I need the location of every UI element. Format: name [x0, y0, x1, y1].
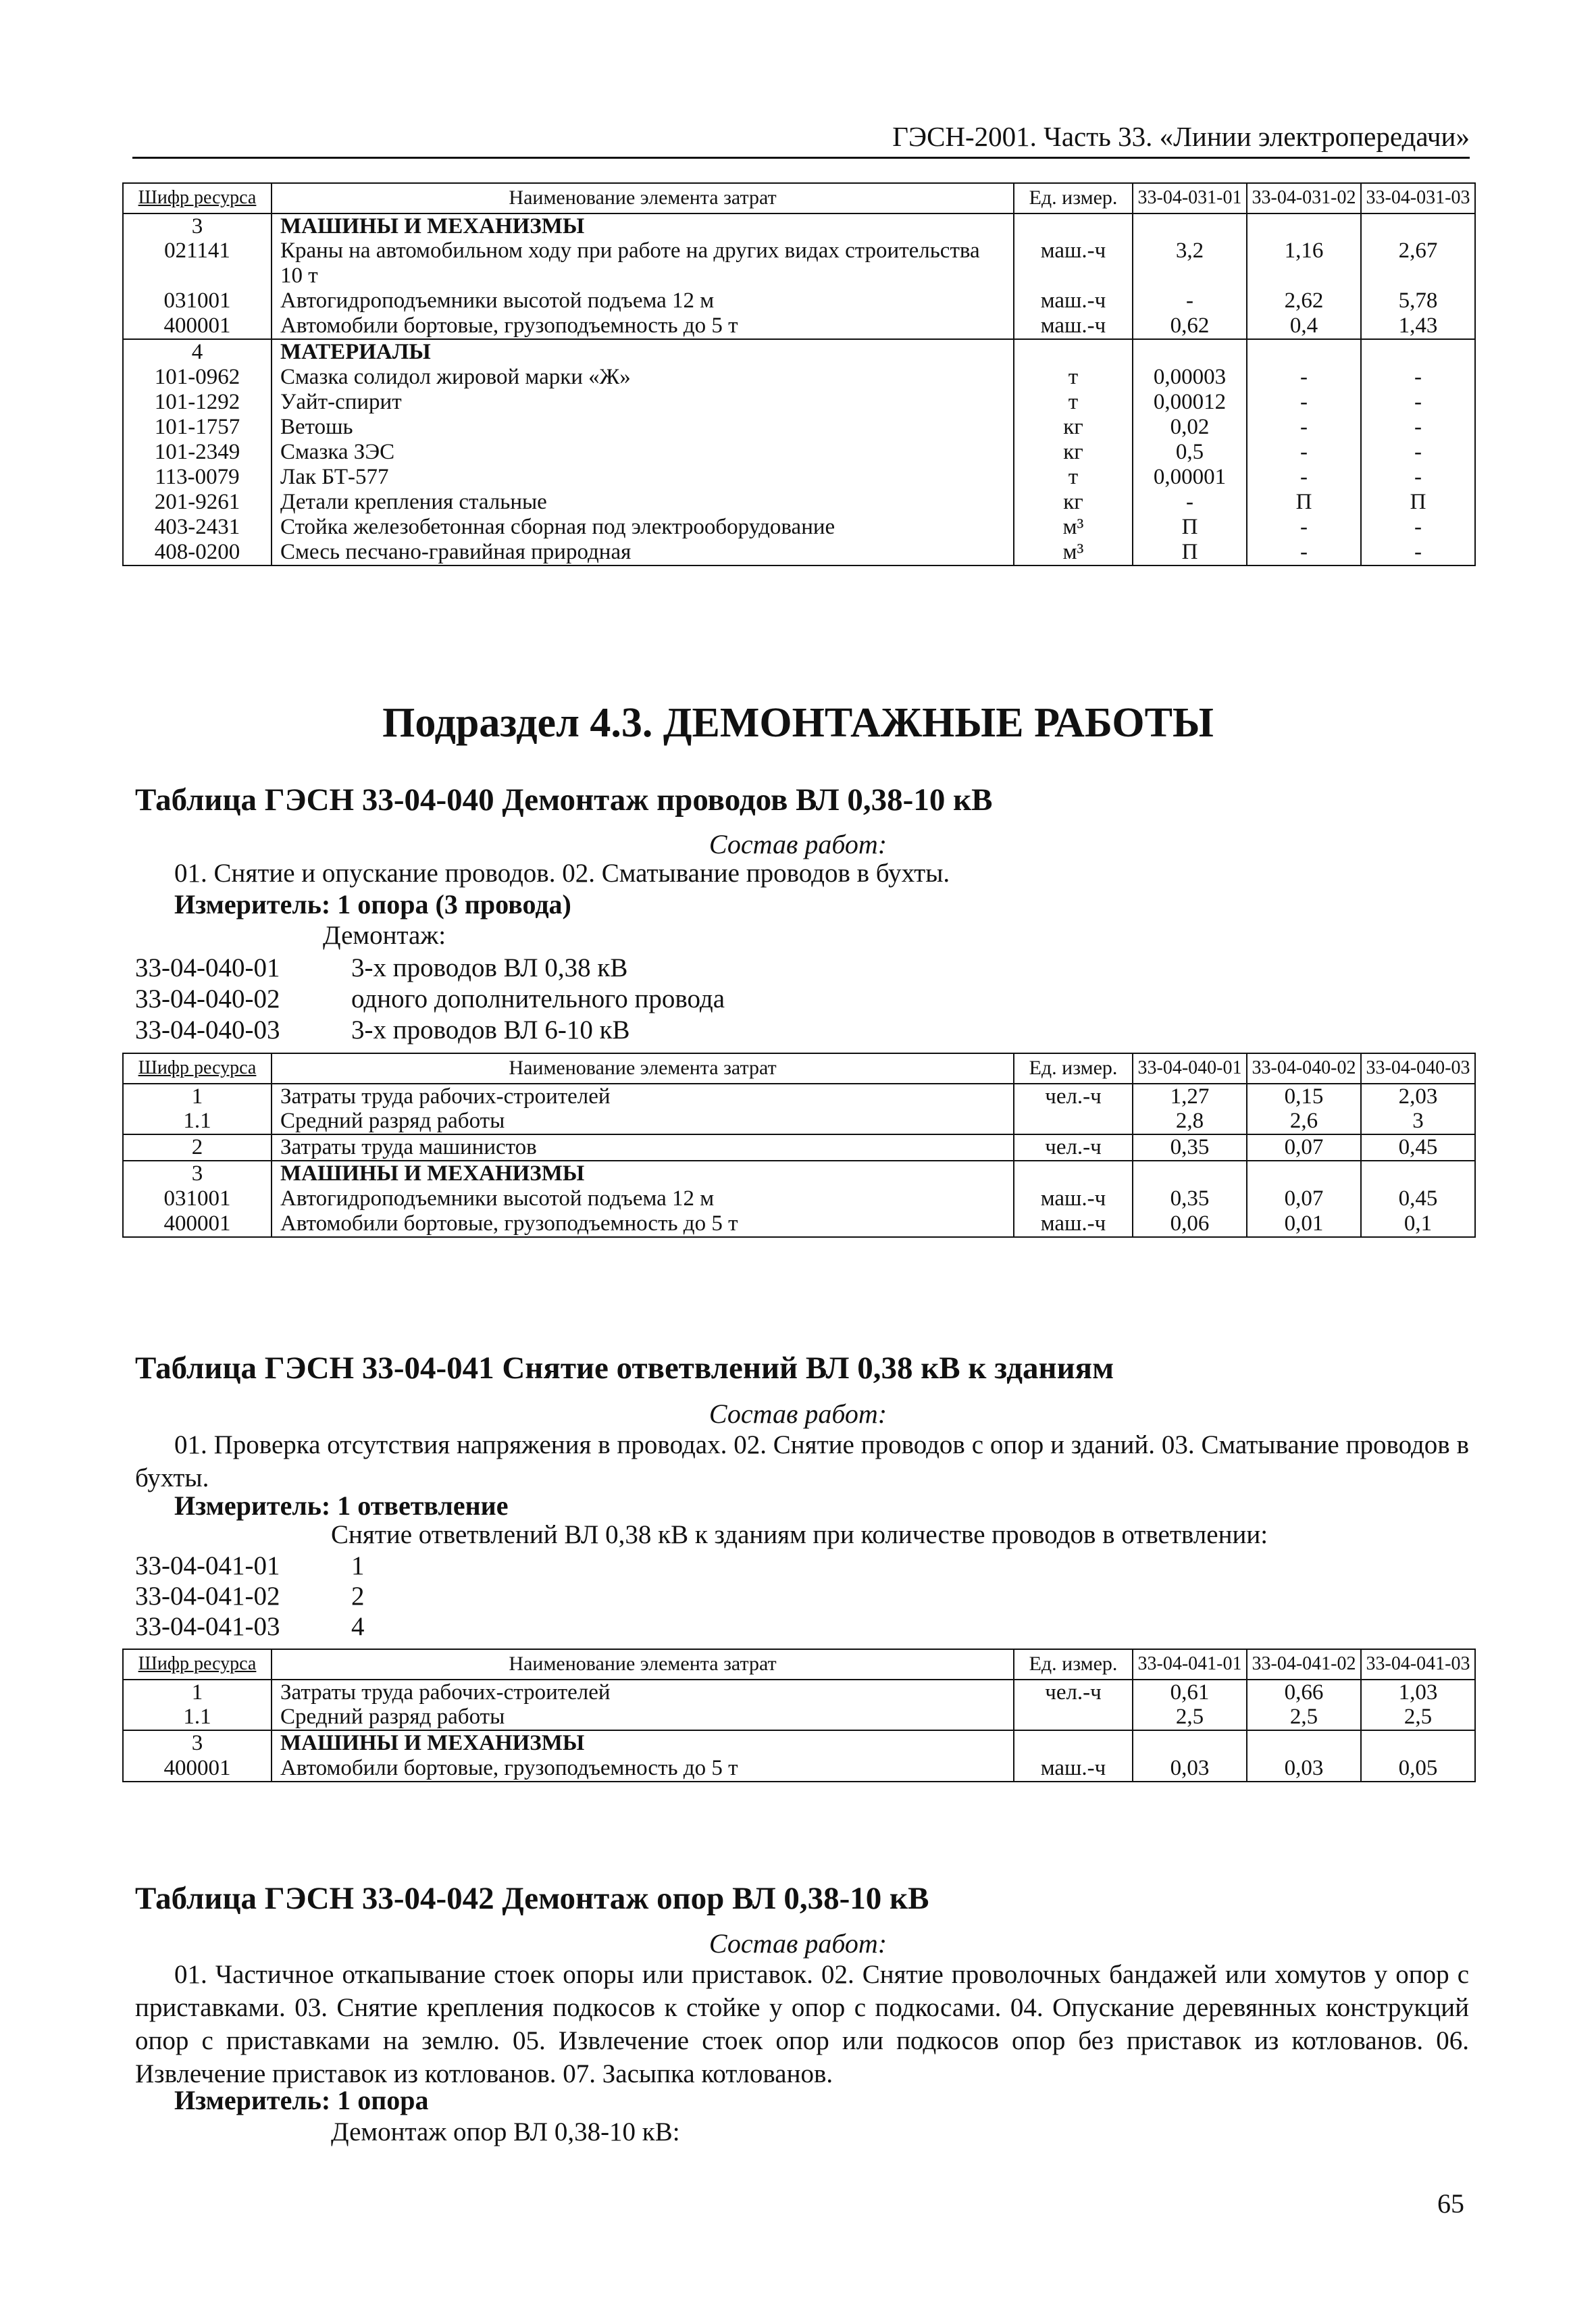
value-cell: 0,62 — [1133, 313, 1247, 339]
value-cell: 0,03 — [1247, 1756, 1361, 1782]
unit-cell: т — [1014, 365, 1133, 390]
composition-text-042: 01. Частичное откапывание стоек опоры или приставок. 02. Снятие проволочных бандажей или хомутов у опор с приставками. 03. Снятие крепления подкосов к стойке у опор с подкосами. 04. Опускание деревянных конструкций опор с приставками на землю. 05. Извлечение стоек опор или подкосов опор без приставок из котлованов. 06. Извлечение приставок из котлованов. 07. Засыпка котлованов. — [135, 1960, 1469, 2089]
value-cell: 1,03 — [1361, 1680, 1475, 1705]
unit-cell: т — [1014, 465, 1133, 490]
resource-code-cell: 403-2431 — [123, 515, 272, 540]
header-name: Наименование элемента затрат — [272, 1649, 1014, 1680]
value-cell: - — [1361, 515, 1475, 540]
resource-code-cell: 400001 — [123, 1756, 272, 1782]
value-cell: 0,35 — [1133, 1134, 1247, 1161]
header-unit: Ед. измер. — [1014, 183, 1133, 213]
value-cell: 0,00001 — [1133, 465, 1247, 490]
measure-040: Измеритель: 1 опора (3 провода) — [174, 889, 571, 920]
code-description: 3-х проводов ВЛ 0,38 кВ — [351, 953, 628, 982]
header-code: Шифр ресурса — [123, 1649, 272, 1680]
composition-text-041: 01. Проверка отсутствия напряжения в проводах. 02. Снятие проводов с опор и зданий. 03. Сматывание проводов в бухты. — [135, 1430, 1469, 1493]
value-cell: 2,5 — [1247, 1705, 1361, 1730]
header-col-1: 33-04-041-01 — [1133, 1649, 1247, 1680]
value-cell — [1133, 339, 1247, 365]
header-col-3: 33-04-031-03 — [1361, 183, 1475, 213]
unit-cell: чел.-ч — [1014, 1084, 1133, 1109]
table-row — [123, 415, 1475, 440]
composition-label-042: Состав работ: — [709, 1928, 887, 1959]
value-cell — [1361, 339, 1475, 365]
value-cell: 0,66 — [1247, 1680, 1361, 1705]
unit-cell: маш.-ч — [1014, 238, 1133, 288]
value-cell: 2,62 — [1247, 288, 1361, 313]
table-header-row — [123, 183, 1475, 213]
unit-cell: маш.-ч — [1014, 1211, 1133, 1237]
header-code: Шифр ресурса — [123, 183, 272, 213]
composition-label-040: Состав работ: — [709, 829, 887, 859]
resource-code-cell: 101-0962 — [123, 365, 272, 390]
table-row — [123, 1084, 1475, 1109]
table-header-row — [123, 1053, 1475, 1084]
value-cell: 5,78 — [1361, 288, 1475, 313]
unit-cell: м³ — [1014, 515, 1133, 540]
element-name-cell: Затраты труда рабочих-строителей — [272, 1084, 1014, 1109]
table-row — [123, 339, 1475, 365]
table-row — [123, 440, 1475, 465]
unit-cell — [1014, 213, 1133, 239]
element-name-cell: МАШИНЫ И МЕХАНИЗМЫ — [272, 1161, 1014, 1186]
value-cell: - — [1247, 365, 1361, 390]
table-row — [123, 515, 1475, 540]
value-cell: 0,61 — [1133, 1680, 1247, 1705]
resource-code-cell: 3 — [123, 213, 272, 239]
unit-cell: чел.-ч — [1014, 1680, 1133, 1705]
table-row — [123, 390, 1475, 415]
intro-041: Снятие ответвлений ВЛ 0,38 кВ к зданиям при количестве проводов в ответвлении: — [331, 1520, 1268, 1549]
table-row — [123, 540, 1475, 565]
value-cell: 0,07 — [1247, 1134, 1361, 1161]
element-name-cell: Смазка солидол жировой марки «Ж» — [272, 365, 1014, 390]
value-cell: - — [1361, 465, 1475, 490]
element-name-cell: Смесь песчано-гравийная природная — [272, 540, 1014, 565]
value-cell: 0,01 — [1247, 1211, 1361, 1237]
element-name-cell: Лак БТ-577 — [272, 465, 1014, 490]
value-cell: 2,5 — [1133, 1705, 1247, 1730]
value-cell: 1,16 — [1247, 238, 1361, 288]
header-col-1: 33-04-040-01 — [1133, 1053, 1247, 1084]
element-name-cell: Затраты труда машинистов — [272, 1134, 1014, 1161]
value-cell: - — [1247, 515, 1361, 540]
table-row — [123, 313, 1475, 339]
code-item — [135, 953, 628, 983]
resource-code-cell: 201-9261 — [123, 490, 272, 515]
element-name-cell: МАТЕРИАЛЫ — [272, 339, 1014, 365]
value-cell: - — [1247, 540, 1361, 565]
table-title-041: Таблица ГЭСН 33-04-041 Снятие ответвлений ВЛ 0,38 кВ к зданиям — [135, 1351, 1114, 1386]
header-name: Наименование элемента затрат — [272, 183, 1014, 213]
code-number: 33-04-040-02 — [135, 984, 280, 1013]
value-cell — [1133, 1161, 1247, 1186]
unit-cell: кг — [1014, 490, 1133, 515]
resource-code-cell: 113-0079 — [123, 465, 272, 490]
value-cell: - — [1361, 415, 1475, 440]
value-cell: - — [1361, 365, 1475, 390]
value-cell: П — [1133, 515, 1247, 540]
table-row — [123, 1680, 1475, 1705]
code-item — [135, 1015, 630, 1045]
element-name-cell: Автомобили бортовые, грузоподъемность до 5 т — [272, 1756, 1014, 1782]
unit-cell: маш.-ч — [1014, 313, 1133, 339]
value-cell: 0,02 — [1133, 415, 1247, 440]
value-cell — [1133, 213, 1247, 239]
header-col-3: 33-04-040-03 — [1361, 1053, 1475, 1084]
table-row — [123, 1705, 1475, 1730]
code-item — [135, 1611, 365, 1642]
element-name-cell: Автомобили бортовые, грузоподъемность до 5 т — [272, 1211, 1014, 1237]
value-cell: 0,07 — [1247, 1186, 1361, 1211]
header-col-2: 33-04-040-02 — [1247, 1053, 1361, 1084]
resource-code-cell: 408-0200 — [123, 540, 272, 565]
resource-table-031 — [122, 182, 1476, 566]
value-cell: 2,5 — [1361, 1705, 1475, 1730]
table-row — [123, 1186, 1475, 1211]
resource-table-040 — [122, 1053, 1476, 1238]
element-name-cell: Средний разряд работы — [272, 1705, 1014, 1730]
value-cell: 0,05 — [1361, 1756, 1475, 1782]
code-item — [135, 1581, 365, 1611]
value-cell: 3,2 — [1133, 238, 1247, 288]
page-number: 65 — [1437, 2188, 1464, 2219]
table-row — [123, 490, 1475, 515]
value-cell: 0,45 — [1361, 1186, 1475, 1211]
unit-cell: маш.-ч — [1014, 1186, 1133, 1211]
value-cell — [1247, 339, 1361, 365]
unit-cell: кг — [1014, 415, 1133, 440]
unit-cell: чел.-ч — [1014, 1134, 1133, 1161]
value-cell: П — [1133, 540, 1247, 565]
code-description: 1 — [351, 1551, 365, 1580]
table-row — [123, 238, 1475, 288]
value-cell — [1133, 1730, 1247, 1756]
code-description: 2 — [351, 1582, 365, 1611]
value-cell: 2,03 — [1361, 1084, 1475, 1109]
table-row — [123, 1730, 1475, 1756]
value-cell: П — [1361, 490, 1475, 515]
unit-cell — [1014, 339, 1133, 365]
unit-cell: маш.-ч — [1014, 1756, 1133, 1782]
value-cell: 0,45 — [1361, 1134, 1475, 1161]
value-cell: П — [1247, 490, 1361, 515]
table-title-040: Таблица ГЭСН 33-04-040 Демонтаж проводов ВЛ 0,38-10 кВ — [135, 782, 993, 818]
table-title-042: Таблица ГЭСН 33-04-042 Демонтаж опор ВЛ 0,38-10 кВ — [135, 1881, 929, 1916]
value-cell: 0,06 — [1133, 1211, 1247, 1237]
intro-040: Демонтаж: — [323, 921, 446, 950]
table-row — [123, 1756, 1475, 1782]
resource-code-cell: 400001 — [123, 1211, 272, 1237]
value-cell: 0,15 — [1247, 1084, 1361, 1109]
unit-cell — [1014, 1161, 1133, 1186]
code-number: 33-04-041-01 — [135, 1551, 280, 1580]
code-number: 33-04-041-02 — [135, 1582, 280, 1611]
unit-cell: т — [1014, 390, 1133, 415]
value-cell: - — [1247, 390, 1361, 415]
resource-code-cell: 3 — [123, 1161, 272, 1186]
value-cell — [1247, 213, 1361, 239]
composition-text-040: 01. Снятие и опускание проводов. 02. Сматывание проводов в бухты. — [174, 859, 950, 888]
resource-table-041 — [122, 1649, 1476, 1782]
header-unit: Ед. измер. — [1014, 1649, 1133, 1680]
value-cell: 0,4 — [1247, 313, 1361, 339]
table-row — [123, 1109, 1475, 1134]
intro-042: Демонтаж опор ВЛ 0,38-10 кВ: — [331, 2117, 680, 2146]
table-header-row — [123, 1649, 1475, 1680]
value-cell: - — [1361, 540, 1475, 565]
resource-code-cell: 101-1757 — [123, 415, 272, 440]
value-cell: 3 — [1361, 1109, 1475, 1134]
value-cell — [1361, 1730, 1475, 1756]
table-row — [123, 1161, 1475, 1186]
value-cell — [1247, 1161, 1361, 1186]
code-number: 33-04-041-03 — [135, 1612, 280, 1641]
element-name-cell: Уайт-спирит — [272, 390, 1014, 415]
resource-code-cell: 1.1 — [123, 1109, 272, 1134]
composition-label-041: Состав работ: — [709, 1399, 887, 1429]
value-cell: 0,03 — [1133, 1756, 1247, 1782]
header-code: Шифр ресурса — [123, 1053, 272, 1084]
code-description: 4 — [351, 1612, 365, 1641]
code-number: 33-04-040-03 — [135, 1015, 280, 1045]
page-header: ГЭСН-2001. Часть 33. «Линии электропередачи» — [132, 120, 1470, 159]
value-cell: 0,00012 — [1133, 390, 1247, 415]
unit-cell — [1014, 1730, 1133, 1756]
value-cell: 0,35 — [1133, 1186, 1247, 1211]
measure-041: Измеритель: 1 ответвление — [174, 1490, 509, 1521]
element-name-cell: Затраты труда рабочих-строителей — [272, 1680, 1014, 1705]
value-cell: 0,00003 — [1133, 365, 1247, 390]
resource-code-cell: 031001 — [123, 1186, 272, 1211]
resource-code-cell: 4 — [123, 339, 272, 365]
element-name-cell: Ветошь — [272, 415, 1014, 440]
resource-code-cell: 2 — [123, 1134, 272, 1161]
value-cell — [1361, 213, 1475, 239]
measure-042: Измеритель: 1 опора — [174, 2085, 429, 2115]
resource-code-cell: 1.1 — [123, 1705, 272, 1730]
resource-code-cell: 1 — [123, 1084, 272, 1109]
header-unit: Ед. измер. — [1014, 1053, 1133, 1084]
table-row — [123, 213, 1475, 239]
unit-cell: кг — [1014, 440, 1133, 465]
subsection-title: Подраздел 4.3. ДЕМОНТАЖНЫЕ РАБОТЫ — [382, 700, 1214, 746]
unit-cell — [1014, 1705, 1133, 1730]
element-name-cell: Детали крепления стальные — [272, 490, 1014, 515]
element-name-cell: Краны на автомобильном ходу при работе на других видах строительства 10 т — [272, 238, 1014, 288]
value-cell — [1361, 1161, 1475, 1186]
header-col-2: 33-04-041-02 — [1247, 1649, 1361, 1680]
code-description: 3-х проводов ВЛ 6-10 кВ — [351, 1015, 630, 1045]
element-name-cell: МАШИНЫ И МЕХАНИЗМЫ — [272, 213, 1014, 239]
header-col-2: 33-04-031-02 — [1247, 183, 1361, 213]
code-number: 33-04-040-01 — [135, 953, 280, 982]
resource-code-cell: 3 — [123, 1730, 272, 1756]
unit-cell: маш.-ч — [1014, 288, 1133, 313]
value-cell: 0,1 — [1361, 1211, 1475, 1237]
header-col-1: 33-04-031-01 — [1133, 183, 1247, 213]
element-name-cell: Автогидроподъемники высотой подъема 12 м — [272, 288, 1014, 313]
value-cell: - — [1133, 288, 1247, 313]
value-cell: 0,5 — [1133, 440, 1247, 465]
table-row — [123, 288, 1475, 313]
unit-cell: м³ — [1014, 540, 1133, 565]
table-row — [123, 365, 1475, 390]
value-cell: - — [1247, 440, 1361, 465]
resource-code-cell: 021141 — [123, 238, 272, 288]
value-cell: - — [1247, 415, 1361, 440]
value-cell: 2,8 — [1133, 1109, 1247, 1134]
element-name-cell: Стойка железобетонная сборная под электрооборудование — [272, 515, 1014, 540]
element-name-cell: Автомобили бортовые, грузоподъемность до 5 т — [272, 313, 1014, 339]
element-name-cell: МАШИНЫ И МЕХАНИЗМЫ — [272, 1730, 1014, 1756]
code-item — [135, 984, 725, 1014]
table-row — [123, 1134, 1475, 1161]
value-cell: 1,27 — [1133, 1084, 1247, 1109]
resource-code-cell: 101-2349 — [123, 440, 272, 465]
header-name: Наименование элемента затрат — [272, 1053, 1014, 1084]
resource-code-cell: 400001 — [123, 313, 272, 339]
value-cell: - — [1247, 465, 1361, 490]
value-cell: 2,67 — [1361, 238, 1475, 288]
resource-code-cell: 031001 — [123, 288, 272, 313]
value-cell: - — [1361, 390, 1475, 415]
resource-code-cell: 1 — [123, 1680, 272, 1705]
element-name-cell: Средний разряд работы — [272, 1109, 1014, 1134]
table-row — [123, 465, 1475, 490]
resource-code-cell: 101-1292 — [123, 390, 272, 415]
table-row — [123, 1211, 1475, 1237]
value-cell: - — [1133, 490, 1247, 515]
value-cell: 2,6 — [1247, 1109, 1361, 1134]
element-name-cell: Смазка ЗЭС — [272, 440, 1014, 465]
element-name-cell: Автогидроподъемники высотой подъема 12 м — [272, 1186, 1014, 1211]
code-description: одного дополнительного провода — [351, 984, 725, 1013]
value-cell: 1,43 — [1361, 313, 1475, 339]
code-item — [135, 1551, 365, 1581]
value-cell: - — [1361, 440, 1475, 465]
unit-cell — [1014, 1109, 1133, 1134]
value-cell — [1247, 1730, 1361, 1756]
header-col-3: 33-04-041-03 — [1361, 1649, 1475, 1680]
